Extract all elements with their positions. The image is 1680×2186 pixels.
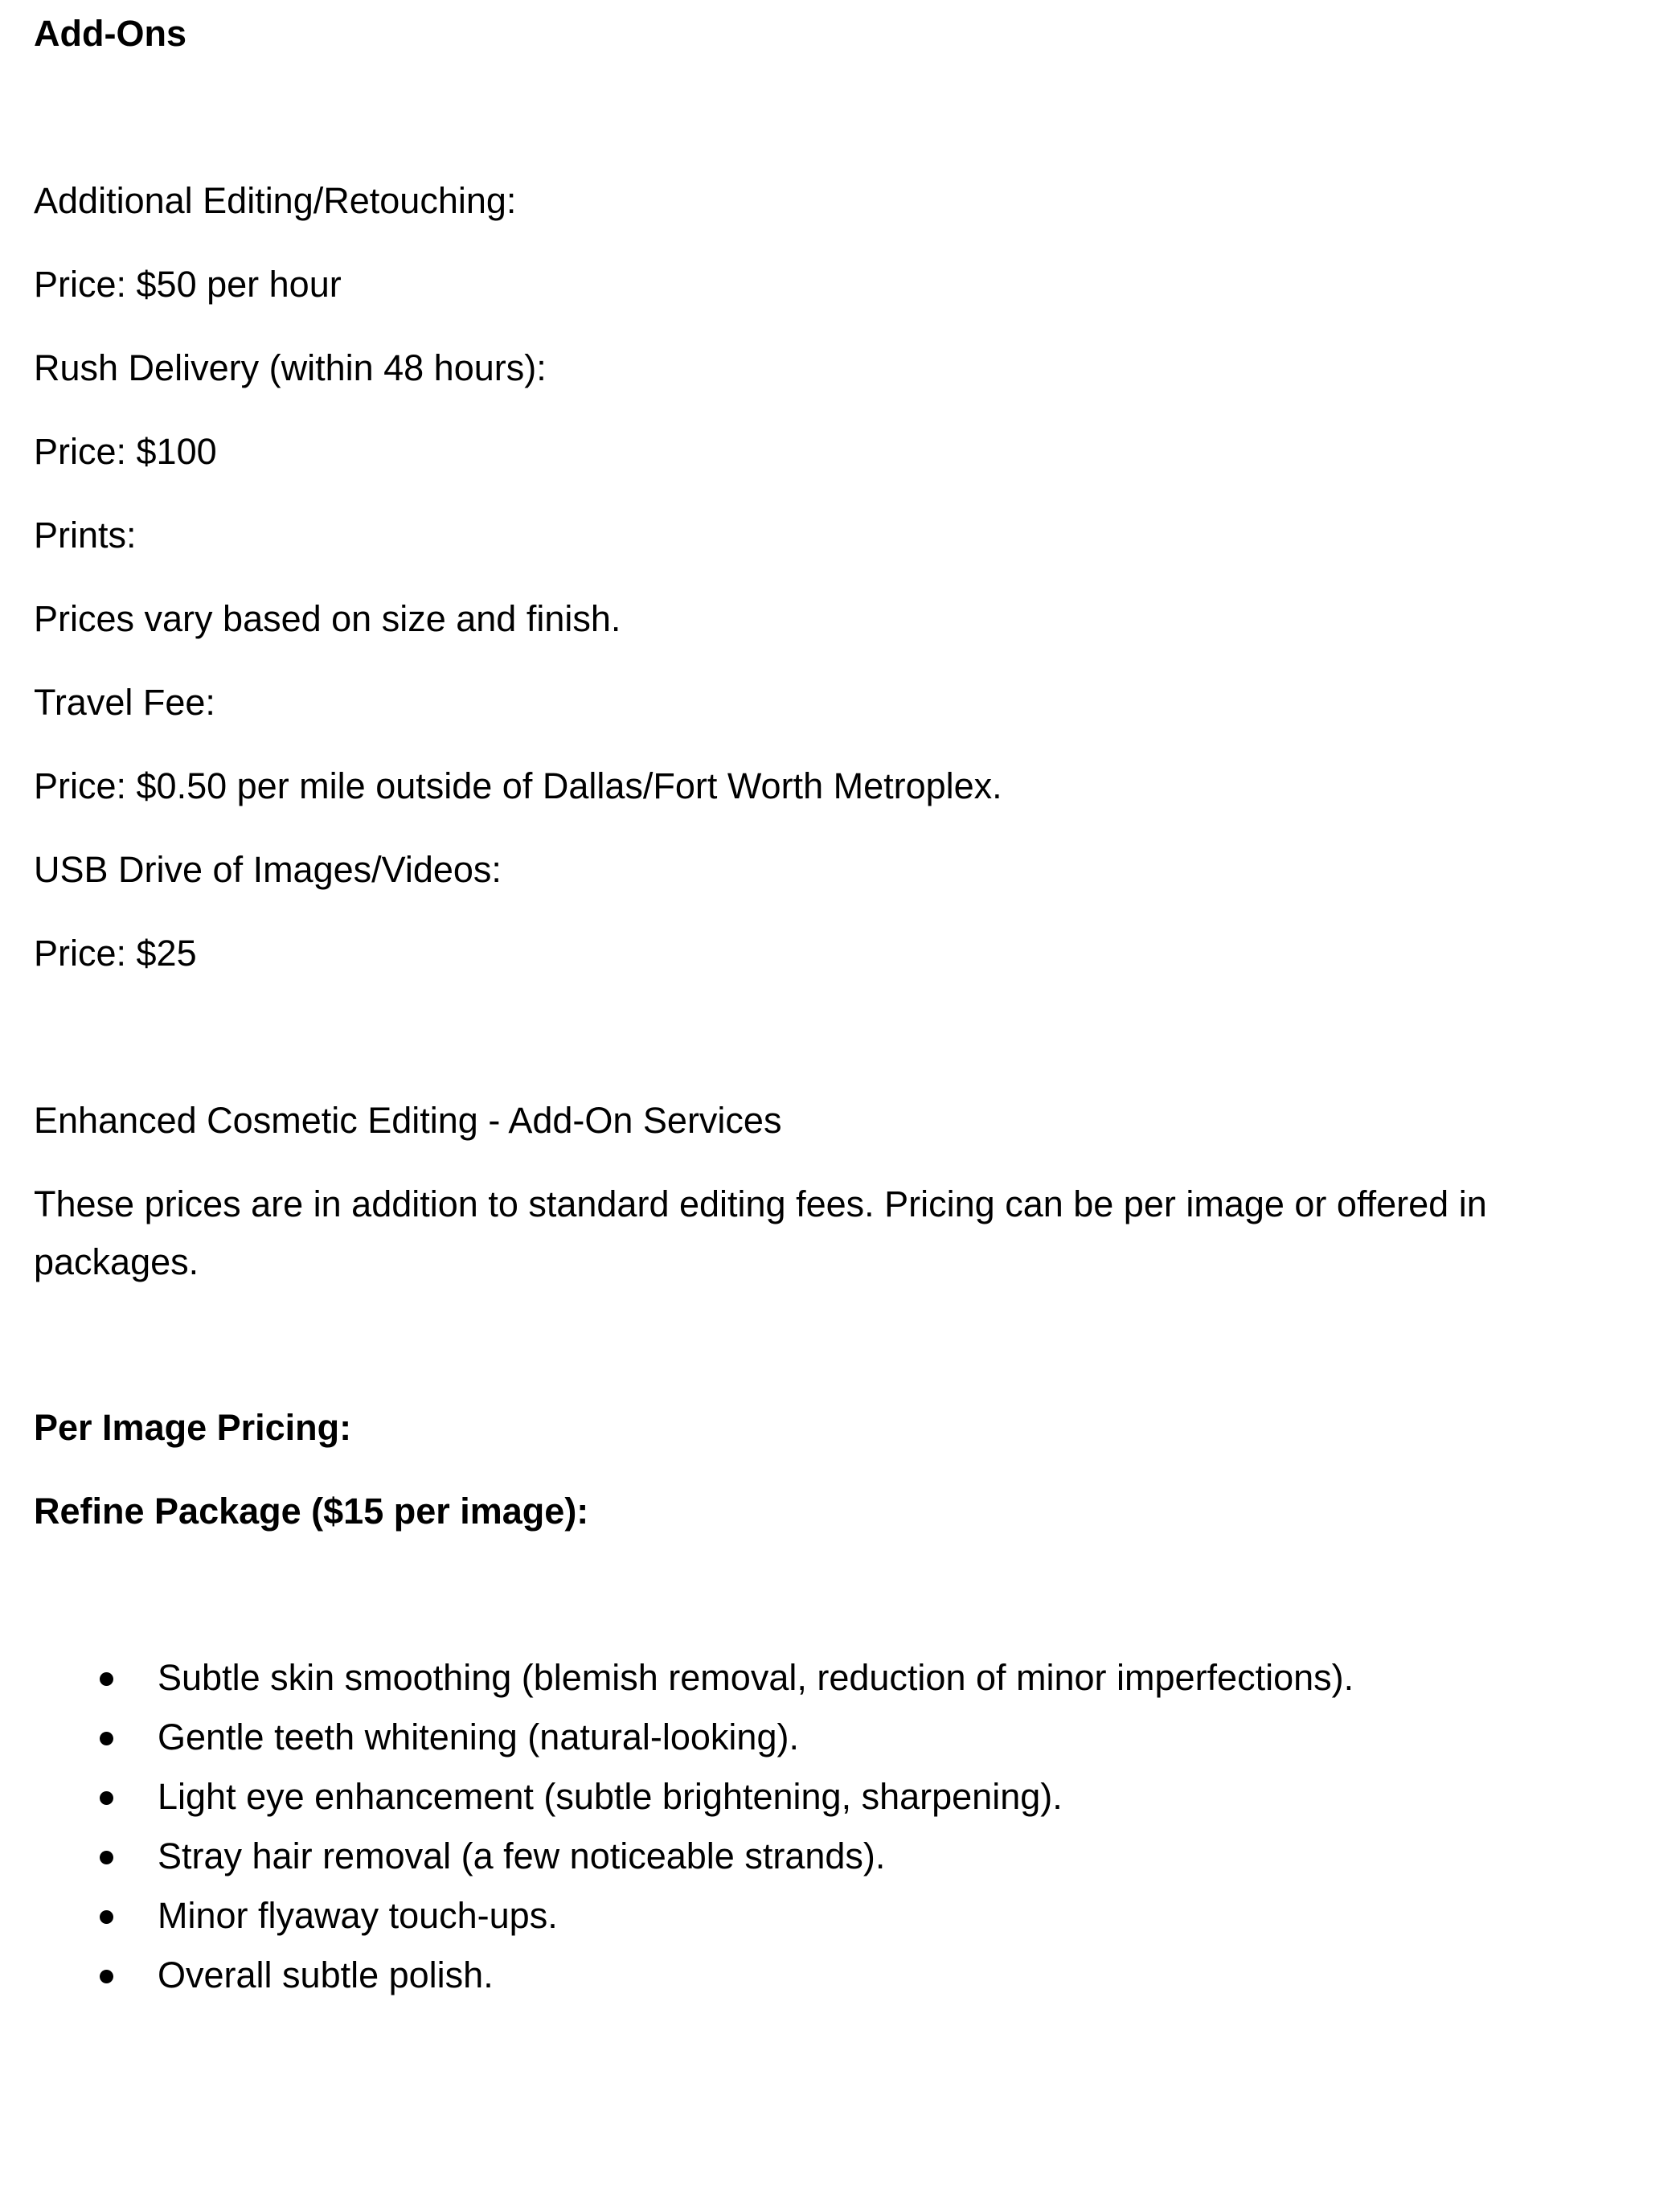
per-image-pricing-heading: Per Image Pricing: xyxy=(34,1407,352,1448)
list-item-text: Minor flyaway touch-ups. xyxy=(158,1895,558,1936)
bullet-icon xyxy=(100,1732,113,1745)
list-item-text: Subtle skin smoothing (blemish removal, reduction of minor imperfections). xyxy=(158,1657,1354,1698)
addon-travel-price: Price: $0.50 per mile outside of Dallas/Fort Worth Metroplex. xyxy=(34,765,1002,806)
bullet-icon xyxy=(100,1791,113,1805)
bullet-icon xyxy=(100,1910,113,1924)
addon-editing-price: Price: $50 per hour xyxy=(34,264,342,305)
bullet-icon xyxy=(100,1672,113,1686)
list-item-text: Gentle teeth whitening (natural-looking). xyxy=(158,1716,799,1757)
refine-package-heading: Refine Package ($15 per image): xyxy=(34,1491,589,1532)
page-title: Add-Ons xyxy=(34,13,186,54)
cosmetic-intro-paragraph: These prices are in addition to standard editing fees. Pricing can be per image or offered in packages. xyxy=(34,1183,1487,1282)
bullet-icon xyxy=(100,1970,113,1983)
addon-rush-price: Price: $100 xyxy=(34,431,217,472)
bullet-icon xyxy=(100,1851,113,1864)
addon-prints-label: Prints: xyxy=(34,515,137,556)
addon-editing-label: Additional Editing/Retouching: xyxy=(34,180,517,221)
list-item-text: Light eye enhancement (subtle brightening, sharpening). xyxy=(158,1776,1063,1817)
addon-rush-label: Rush Delivery (within 48 hours): xyxy=(34,347,547,388)
cosmetic-section-title: Enhanced Cosmetic Editing - Add-On Services xyxy=(34,1100,782,1141)
list-item-text: Overall subtle polish. xyxy=(158,1954,494,1995)
list-item-text: Stray hair removal (a few noticeable strands). xyxy=(158,1835,886,1876)
addon-travel-label: Travel Fee: xyxy=(34,682,215,723)
addon-usb-price: Price: $25 xyxy=(34,933,197,974)
addon-prints-price: Prices vary based on size and finish. xyxy=(34,598,621,639)
addon-usb-label: USB Drive of Images/Videos: xyxy=(34,849,502,890)
